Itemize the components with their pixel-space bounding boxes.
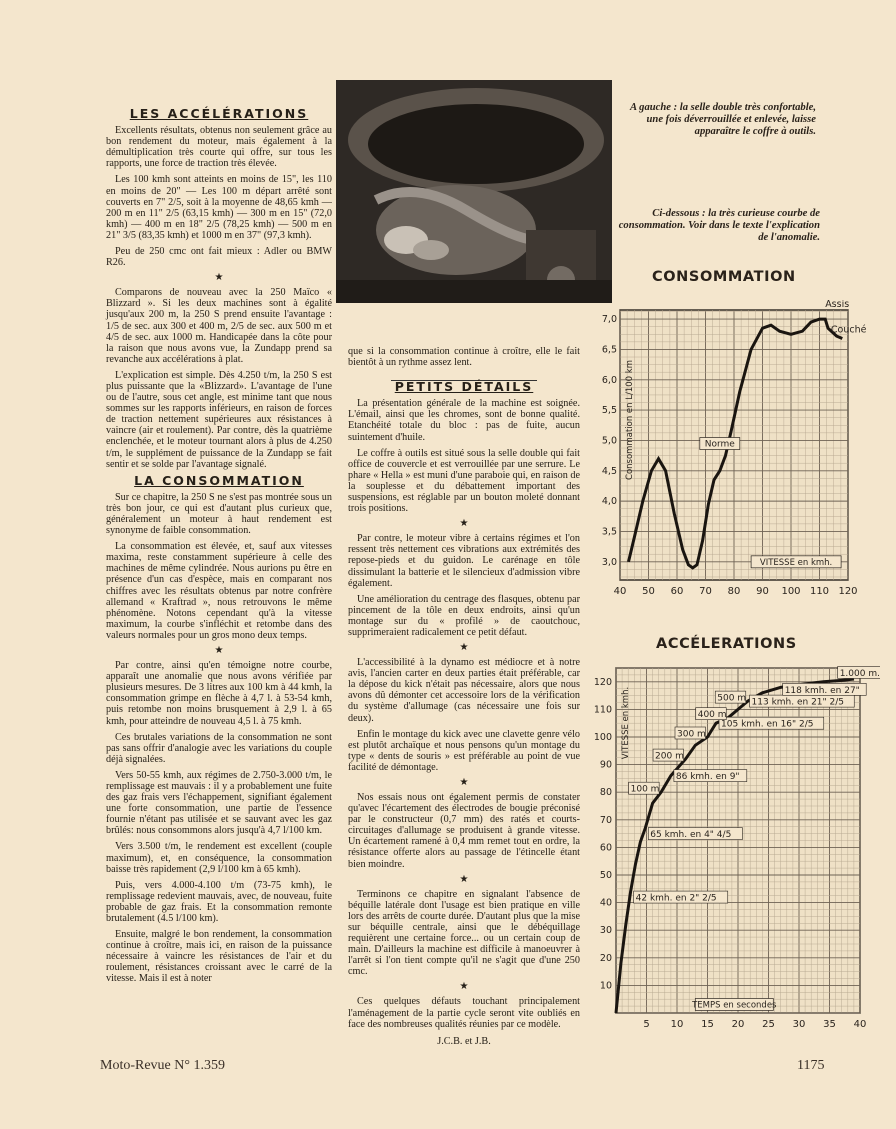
x-tick-label: 90 (756, 586, 769, 597)
paragraph: Ensuite, malgré le bon rendement, la consommation continue à croître, mais ici, en raison de la puissance nécessaire à vaincre les résistances de l'air et du roulement, résistances croissant avec le carré de la vitesse. Mais il est à noter (106, 929, 332, 985)
annotation-label: 42 kmh. en 2" 2/5 (635, 893, 717, 904)
paragraph: Par contre, ainsi qu'en témoigne notre courbe, apparaît une anomalie que nous avons vérifiée par plusieurs mesures. De 3 litres aux 100 km à 44 kmh, la consommation grimpe en flèche à 4,7 l. à 53-54 kmh, puis retombe non moins brusquement à 2,9 l. à 65 kmh, pour atteindre de nouveau 4,5 l. à 75 kmh. (106, 660, 332, 727)
paragraph: Vers 50-55 kmh, aux régimes de 2.750-3.000 t/m, le remplissage est mauvais : il y a probablement une fuite des gaz frais vers l'échappement, signifiant également une forte consommation, une partie de l'essence fournie n'étant pas utilisée et se sauvant avec les gaz brûlés: nous consommons alors jusqu'à 4,7 l/100 km. (106, 769, 332, 837)
paragraph: Puis, vers 4.000-4.100 t/m (73-75 kmh), le remplissage redevient mauvais, avec, de nouveau, fuite probable de gaz frais. Et la consommation remonte brutalement (4.5 l/100 km). (106, 879, 332, 924)
y-tick-label: 5,0 (601, 435, 617, 447)
heading-petits-details: PETITS DÉTAILS (391, 380, 538, 392)
x-tick-label: 5 (643, 1019, 650, 1030)
y-tick-label: 80 (599, 787, 612, 799)
x-tick-label: 50 (642, 586, 655, 597)
x-axis-label: TEMPS en secondes (692, 1000, 777, 1011)
x-tick-label: 40 (613, 586, 627, 597)
heading-consommation: LA CONSOMMATION (134, 472, 304, 488)
chart-title-consommation: CONSOMMATION (652, 269, 796, 285)
y-tick-label: 70 (599, 814, 612, 826)
heading-accelerations: LES ACCÉLÉRATIONS (129, 106, 309, 121)
paragraph: Ces quelques défauts touchant principalement l'aménagement de la partie cycle seront vite oubliés en face des nombreuses qualités réunies par ce modèle. (348, 996, 580, 1030)
x-tick-label: 10 (670, 1019, 684, 1030)
left-column (106, 104, 332, 990)
acceleration-chart (590, 660, 880, 1052)
y-tick-label: 3,5 (601, 526, 617, 538)
y-tick-label: 10 (599, 980, 612, 992)
paragraph: La présentation générale de la machine est soignée. L'émail, ainsi que les chromes, sont de bonne qualité. Etanchéité totale du bloc : pas de fuite, aucun suintement d'huile. (348, 398, 580, 443)
star-separator: ★ (459, 873, 469, 885)
paragraph: Terminons ce chapitre en signalant l'absence de béquille latérale dont l'usage est bien pratique en ville lors des arrêts de courte durée. D'autant plus que la mise sur béquille centrale, ainsi que le débéquillage requièrent une certaine force... ou un certain coup de main. D'ailleurs la machine est difficile à manoeuvrer à l'arrêt si l'on tient compte qu'il ne s'agit que d'une 250 cmc. (348, 888, 580, 978)
y-tick-label: 50 (599, 870, 612, 881)
consumption-chart (600, 300, 890, 600)
y-tick-label: 7,0 (601, 314, 617, 326)
annotation-label: 86 kmh. en 9" (675, 772, 740, 783)
x-tick-label: 20 (731, 1019, 745, 1030)
x-tick-label: 35 (823, 1019, 836, 1030)
star-separator: ★ (214, 645, 224, 657)
y-tick-label: 110 (593, 704, 612, 716)
y-tick-label: 120 (593, 676, 612, 688)
seat-toolbox-photo (336, 80, 612, 303)
paragraph: L'explication est simple. Dès 4.250 t/m, la 250 S est plus puissante que la «Blizzard». L'avantage de l'une ou de l'autre, sous cet angle, est minime tant que nous sommes sur les rapports inférieurs, en raison de forces de traction nettement supérieures aux résistances à vaincre (air et roulement). Par contre, dès la quatrième enclenchée, et le moteur tournant alors à plus de 4.250 t/m, le supplément de puissance de la Zundapp se fait sentir et se solde par l'avantage signalé. (106, 369, 332, 470)
y-tick-label: 6,0 (601, 374, 617, 386)
x-tick-label: 15 (701, 1019, 714, 1030)
x-axis-label: VITESSE en kmh. (759, 557, 833, 568)
annotation-norme: Norme (704, 439, 735, 450)
star-separator: ★ (459, 518, 469, 530)
paragraph: Le coffre à outils est situé sous la selle double qui fait office de couvercle et est verrouillée par une serrure. Le phare « Hella » est muni d'une paraboie qui, en raison de la souplesse et du débattement important des suspensions, est réglable par un bouton moleté donnant trois positions. (348, 447, 580, 515)
paragraph: Une amélioration du centrage des flasques, obtenu par pincement de la tôle en deux endroits, ainsi qu'un montage sur du « profilé » de caoutchouc, supprimeraient radicalement ce petit défaut. (348, 593, 580, 638)
x-tick-label: 80 (727, 586, 741, 597)
y-axis-label: VITESSE en kmh. (621, 686, 631, 760)
x-tick-label: 40 (853, 1019, 867, 1030)
y-tick-label: 3,0 (601, 556, 617, 568)
annotation-label: 118 kmh. en 27" (784, 685, 860, 696)
annotation-label: 113 kmh. en 21" 2/5 (751, 697, 845, 708)
annotation-label: 200 m (655, 751, 684, 762)
annotation-label: 100 m (630, 784, 660, 795)
x-tick-label: 120 (838, 586, 858, 597)
caption-middle: Ci-dessous : la très curieuse courbe de consommation. Voir dans le texte l'explication de l'anomalie. (618, 208, 820, 243)
paragraph: Ces brutales variations de la consommation ne sont pas sans offrir d'analogie avec les variations du couple déjà signalées. (106, 731, 332, 765)
paragraph: Enfin le montage du kick avec une clavette genre vélo est plutôt archaïque et nous pensons qu'un montage du type « dents de souris » est préférable au point de vue facilité de démontage. (348, 728, 580, 773)
y-tick-label: 5,5 (601, 405, 617, 417)
y-tick-label: 4,5 (601, 465, 617, 477)
footer-issue: Moto-Revue N° 1.359 (100, 1058, 225, 1073)
annotation-label: 500 m (717, 693, 747, 704)
x-tick-label: 25 (762, 1019, 775, 1030)
annotation-label: 65 kmh. en 4" 4/5 (650, 830, 732, 841)
paragraph: Excellents résultats, obtenus non seulement grâce au bon rendement du moteur, mais également à la démultiplication très courte qui offre, sur tous les rapports, une force de traction très élevée. (106, 125, 332, 170)
y-tick-label: 6,5 (601, 344, 617, 356)
y-tick-label: 90 (599, 759, 612, 771)
y-tick-label: 4,0 (601, 496, 617, 508)
annotation-label: 300 m (677, 729, 706, 740)
middle-column (348, 346, 580, 1052)
x-tick-label: 60 (670, 586, 684, 597)
paragraph: Comparons de nouveau avec la 250 Maïco « Blizzard ». Si les deux machines sont à égalité jusqu'aux 200 m, la 250 S prend ensuite l'avantage : 1/5 de sec. aux 300 et 400 m, 2/5 de sec. aux 500 m et 4/5 de sec. aux 1000 m. Handicapée dans la côte pour la raison que nous avons vue, la Zundapp prend sa revanche aux accélérations à plat. (106, 287, 332, 365)
annotation-label: 400 m (697, 710, 727, 721)
y-axis-label: Consommation en L/100 km (625, 360, 635, 480)
chart-title-accelerations: ACCÉLERATIONS (656, 636, 797, 652)
annotation-label: 105 kmh. en 16" 2/5 (721, 719, 814, 730)
paragraph: Par contre, le moteur vibre à certains régimes et l'on ressent très nettement ces vibrations aux extrémités des repose-pieds et du guidon. Le carénage en tôle dissimulant la batterie et le silencieux d'admission vibre également. (348, 533, 580, 589)
x-tick-label: 30 (792, 1019, 806, 1030)
star-separator: ★ (459, 777, 469, 788)
paragraph: La consommation est élevée, et, sauf aux vitesses maxima, reste constamment supérieure à celle des machines de même cylindrée. Nous aurions pu être en présence d'un cas d'espèce, mais en comparant nos chiffres avec les résultats obtenus par notre confrère allemand « Kraftrad », nous retrouvons le même phénomène. Notons cependant qu'à la vitesse maximum, la courbe s'infléchit et retombe dans des valeurs normales pour un gros mono deux temps. (106, 541, 332, 641)
y-tick-label: 30 (599, 925, 612, 937)
x-tick-label: 110 (809, 586, 830, 597)
footer-page-number: 1175 (797, 1058, 825, 1073)
paragraph: que si la consommation continue à croître, elle le fait bientôt à un rythme assez lent. (348, 346, 580, 369)
y-tick-label: 60 (599, 842, 612, 854)
y-tick-label: 20 (599, 952, 612, 964)
annotation-assis: Assis (825, 300, 850, 311)
paragraph: Les 100 kmh sont atteints en moins de 15", les 110 en moins de 20" — Les 100 m départ arrêté sont couverts en 7" 2/5, soit à la moyenne de 48,65 kmh — 200 m en 11" 2/5 (63,15 kmh) — 300 m en 15" (72,0 kmh) — 400 m en 18" 2/5 (78,25 kmh) — 500 m en 21" 3/5 (83,35 kmh) et 1000 m en 37" (97,3 kmh). (106, 174, 332, 241)
x-tick-label: 100 (781, 586, 801, 597)
annotation-couche: Couché (830, 324, 867, 336)
paragraph: Peu de 250 cmc ont fait mieux : Adler ou BMW R26. (106, 246, 332, 269)
paragraph: Nos essais nous ont également permis de constater qu'avec l'écartement des électrodes de bougie préconisé par le constructeur (0,7 mm) des ratés et courts-circuitages d'allumage se produisent à grande vitesse. Un écartement ramené à 0,4 mm remet tout en ordre, la résistance offerte alors au passage de l'étincelle étant bien moindre. (348, 792, 580, 870)
star-separator: ★ (214, 272, 224, 284)
y-tick-label: 100 (593, 732, 612, 743)
star-separator: ★ (459, 642, 469, 654)
paragraph: Vers 3.500 t/m, le rendement est excellent (couple maximum), et, en conséquence, la consommation baisse très rapidement (2,9 l/100 km à 65 kmh). (106, 841, 332, 875)
x-tick-label: 70 (699, 586, 712, 597)
paragraph: L'accessibilité à la dynamo est médiocre et à notre avis, l'ancien carter en deux parties était préférable, car la dépose du kick n'était pas nécessaire, alors que nous avons dû démonter cet accessoire lors de la vérification du système d'allumage (cas nécessaire une fois sur deux). (348, 657, 580, 724)
signature: J.C.B. et J.B. (437, 1035, 491, 1047)
paragraph: Sur ce chapitre, la 250 S ne s'est pas montrée sous un très bon jour, ce qui est d'autant plus curieux que, généralement un moteur à haut rendement est synonyme de faible consommation. (106, 491, 332, 537)
star-separator: ★ (459, 981, 469, 993)
caption-top: A gauche : la selle double très confortable, une fois déverrouillée et enlevée, laisse apparaître le coffre à outils. (630, 102, 816, 137)
y-tick-label: 40 (599, 897, 612, 909)
annotation-label: 1.000 m. (839, 668, 880, 679)
